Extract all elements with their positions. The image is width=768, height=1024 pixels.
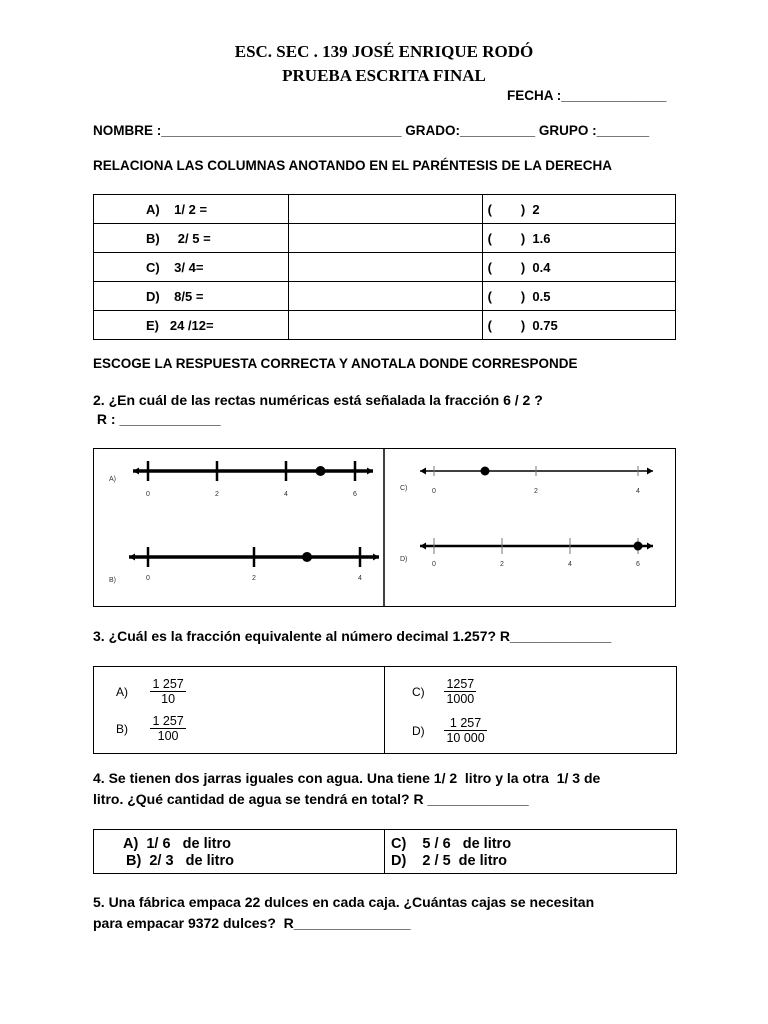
line-label: D) (400, 556, 408, 563)
row-right: ( ) 0.4 (487, 259, 551, 275)
point-marker (302, 552, 312, 562)
row-right: ( ) 2 (487, 201, 540, 217)
answer-cell[interactable] (288, 311, 482, 340)
arrow-right (367, 468, 373, 475)
row-left: A) 1/ 2 = (146, 201, 208, 217)
option-b[interactable]: B) $\frac{1 257}{100}$ (116, 714, 184, 743)
arrow-left (420, 468, 426, 475)
option-a[interactable]: A) $\frac{1 257}{10}$ (116, 677, 184, 706)
number-line-a (109, 461, 373, 498)
exam-title: PRUEBA ESCRITA FINAL (282, 66, 486, 85)
q5-question-line1: 5. Una fábrica empaca 22 dulces en cada caja. ¿Cuántas cajas se necesitan (93, 894, 595, 910)
tick-label: 2 (252, 575, 256, 582)
row-right: ( ) 1.6 (487, 230, 551, 246)
q2-question: 2. ¿En cuál de las rectas numéricas está señalada la fracción 6 / 2 ? (93, 392, 543, 408)
option-d[interactable]: D) 2 / 5 de litro (391, 853, 508, 869)
fraction: $\frac{1 257}{10 000}$ (446, 716, 485, 745)
table-row (94, 253, 676, 282)
tick-label: 0 (146, 575, 150, 582)
option-c[interactable]: C) $\frac{1257}{1000}$ (412, 677, 475, 706)
section2-instruction: ESCOGE LA RESPUESTA CORRECTA Y ANOTALA DONDE CORRESPONDE (93, 356, 578, 371)
option-c[interactable]: C) 5 / 6 de litro (391, 836, 512, 852)
tick-label: 2 (500, 561, 504, 568)
row-right: ( ) 0.75 (487, 317, 558, 333)
line-label: C) (400, 485, 408, 492)
student-info-line: NOMBRE :________________________________ GRADO:__________ GRUPO :_______ (93, 123, 650, 138)
school-name: ESC. SEC . 139 JOSÉ ENRIQUE RODÓ (234, 42, 534, 61)
matching-table (93, 194, 676, 340)
tick-label: 4 (358, 575, 362, 582)
tick-label: 4 (284, 491, 288, 498)
arrow-right (373, 554, 379, 561)
row-left: C) 3/ 4= (146, 259, 204, 275)
answer-cell[interactable] (288, 195, 482, 224)
answer-cell[interactable] (288, 253, 482, 282)
row-left: D) 8/5 = (146, 288, 204, 304)
table-row (94, 282, 676, 311)
answer-cell[interactable] (288, 282, 482, 311)
number-line-b (109, 547, 379, 584)
date-field: FECHA :______________ (507, 88, 667, 103)
divider (384, 667, 385, 753)
point-marker (634, 542, 643, 551)
tick-label: 4 (636, 488, 640, 495)
row-left: B) 2/ 5 = (146, 230, 211, 246)
tick-label: 0 (432, 488, 436, 495)
fraction: $\frac{1 257}{10}$ (152, 677, 184, 706)
arrow-left (420, 543, 426, 550)
q5-question-line2: para empacar 9372 dulces? R_______________ (93, 915, 411, 931)
divider (384, 830, 385, 873)
fraction: $\frac{1257}{1000}$ (446, 677, 475, 706)
tick-label: 0 (432, 561, 436, 568)
point-marker (316, 466, 326, 476)
row-right: ( ) 0.5 (487, 288, 551, 304)
q4-question-line2: litro. ¿Qué cantidad de agua se tendrá en total? R _____________ (93, 791, 529, 807)
tick-label: 6 (353, 491, 357, 498)
tick-label: 2 (215, 491, 219, 498)
answer-cell[interactable] (288, 224, 482, 253)
number-line-c (400, 466, 653, 495)
q4-question-line1: 4. Se tienen dos jarras iguales con agua. Una tiene 1/ 2 litro y la otra 1/ 3 de (93, 770, 601, 786)
arrow-left (133, 468, 139, 475)
tick-label: 4 (568, 561, 572, 568)
q2-answer: R : _____________ (93, 411, 221, 427)
table-row (94, 224, 676, 253)
number-lines-panel (93, 448, 676, 607)
q3-options-box (93, 666, 677, 754)
option-b[interactable]: B) 2/ 3 de litro (126, 853, 234, 869)
q3-question: 3. ¿Cuál es la fracción equivalente al número decimal 1.257? R_____________ (93, 628, 612, 644)
option-d[interactable]: D) $\frac{1 257}{10 000}$ (412, 716, 485, 745)
tick-label: 6 (636, 561, 640, 568)
q4-options-box (93, 829, 677, 874)
tick-label: 2 (534, 488, 538, 495)
arrow-left (129, 554, 135, 561)
number-lines-figure (93, 448, 676, 607)
line-label: A) (109, 476, 116, 483)
row-left: E) 24 /12= (146, 317, 214, 333)
line-label: B) (109, 577, 116, 584)
arrow-right (647, 543, 653, 550)
arrow-right (647, 468, 653, 475)
table-row (94, 195, 676, 224)
table-row (94, 311, 676, 340)
number-line-d (400, 538, 653, 568)
option-a[interactable]: A) 1/ 6 de litro (123, 836, 231, 852)
section1-instruction: RELACIONA LAS COLUMNAS ANOTANDO EN EL PARÉNTESIS DE LA DERECHA (93, 158, 613, 173)
fraction: $\frac{1 257}{100}$ (152, 714, 184, 743)
point-marker (481, 467, 490, 476)
tick-label: 0 (146, 491, 150, 498)
